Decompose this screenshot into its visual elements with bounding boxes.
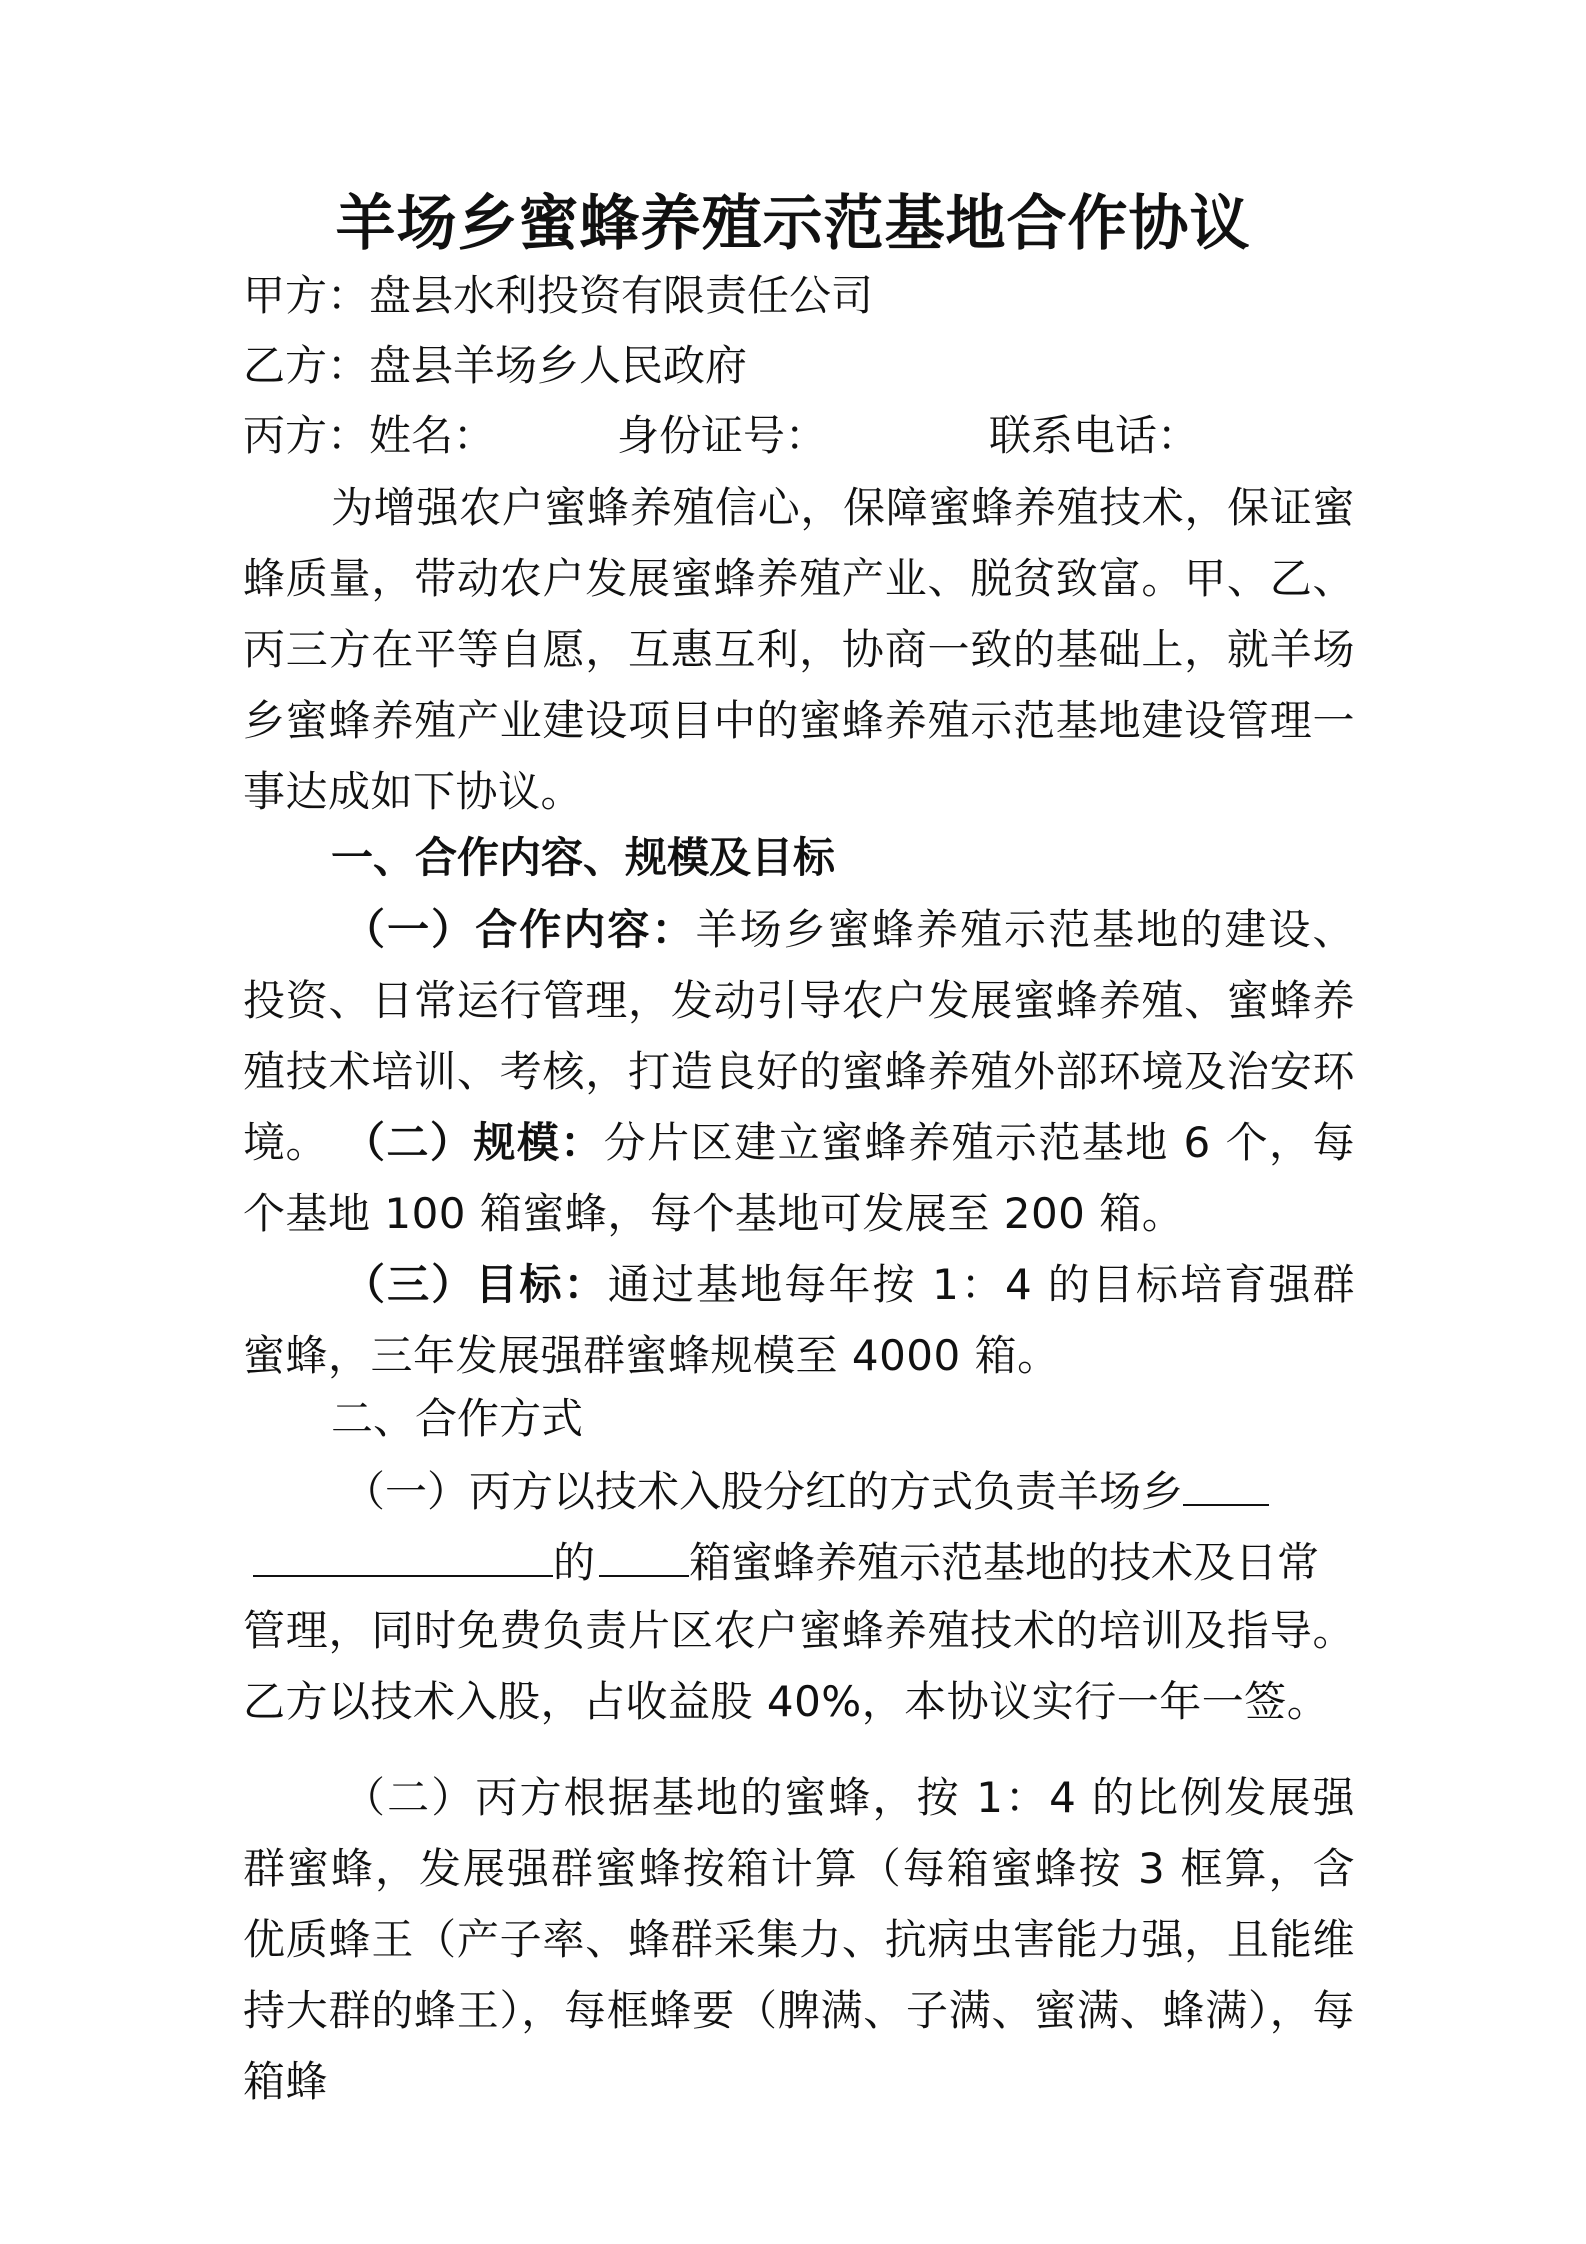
party-c-phone-label: 联系电话： <box>989 411 1200 460</box>
section2-item1-rest: 管理，同时免费负责片区农户蜜蜂养殖技术的培训及指导。乙方以技术入股，占收益股 40%，本协议实行一年一签。 <box>243 1606 1355 1726</box>
intro-paragraph: 为增强农户蜜蜂养殖信心，保障蜜蜂养殖技术，保证蜜蜂质量，带动农户发展蜜蜂养殖产业、脱贫致富。甲、乙、丙三方在平等自愿，互惠互利，协商一致的基础上，就羊场乡蜜蜂养殖产业建设项目中的蜜蜂养殖示范基地建设管理一事达成如下协议。 <box>243 483 1355 816</box>
section2-item1-part2: 的 <box>553 1538 596 1587</box>
section2-item1-part3: 箱蜜蜂养殖示范基地的技术及日常 <box>689 1538 1320 1587</box>
section1-item3-label: （三）目标： <box>343 1260 608 1309</box>
section2-item1-line1 <box>343 1460 1269 1520</box>
party-a-label: 甲方： <box>243 271 370 320</box>
section2-item1-part1: （一）丙方以技术入股分红的方式负责羊场乡 <box>343 1467 1184 1516</box>
section1-item1-text: 羊场乡蜜蜂养殖示范基地的建设、投资、日常运行管理，发动引导农户发展蜜蜂养殖、蜜蜂养殖技术培训、考核，打造良好的蜜蜂养殖外部环境及治安环境。 <box>243 905 1355 1167</box>
party-c <box>243 408 1199 464</box>
section2-item1-line2 <box>253 1531 1319 1591</box>
party-c-label: 丙方： <box>243 411 370 460</box>
section1-item2-text: 分片区建立蜜蜂养殖示范基地 6 个，每个基地 100 箱蜜蜂，每个基地可发展至 200 箱。 <box>243 1118 1355 1238</box>
section1-item1-label: （一）合作内容： <box>343 905 696 954</box>
party-c-name-label: 姓名： <box>369 411 496 460</box>
blank-township <box>1183 1460 1269 1506</box>
document-title: 羊场乡蜜蜂养殖示范基地合作协议 <box>335 189 1251 259</box>
party-b <box>243 338 747 394</box>
section1-heading: 一、合作内容、规模及目标 <box>331 833 836 882</box>
blank-box-count <box>599 1531 689 1577</box>
party-a <box>243 268 873 324</box>
party-c-id-label: 身份证号： <box>617 411 828 460</box>
section1-item2-label: （二）规模： <box>343 1118 604 1167</box>
party-a-name: 盘县水利投资有限责任公司 <box>369 271 874 320</box>
section2-heading: 二、合作方式 <box>331 1394 584 1443</box>
section1-item2 <box>243 1107 1355 1249</box>
party-b-label: 乙方： <box>243 341 370 390</box>
blank-location <box>253 1531 553 1577</box>
section1-item3 <box>243 1249 1355 1391</box>
section1-item3-text: 通过基地每年按 1：4 的目标培育强群蜜蜂，三年发展强群蜜蜂规模至 4000 箱。 <box>243 1260 1355 1380</box>
party-b-name: 盘县羊场乡人民政府 <box>369 341 748 390</box>
section2-item2: （二）丙方根据基地的蜜蜂，按 1：4 的比例发展强群蜜蜂，发展强群蜜蜂按箱计算（每箱蜜蜂按 3 框算，含优质蜂王（产子率、蜂群采集力、抗病虫害能力强，且能维持大群的蜂王），每框蜂要（脾满、子满、蜜满、蜂满），每箱蜂 <box>243 1773 1355 2106</box>
